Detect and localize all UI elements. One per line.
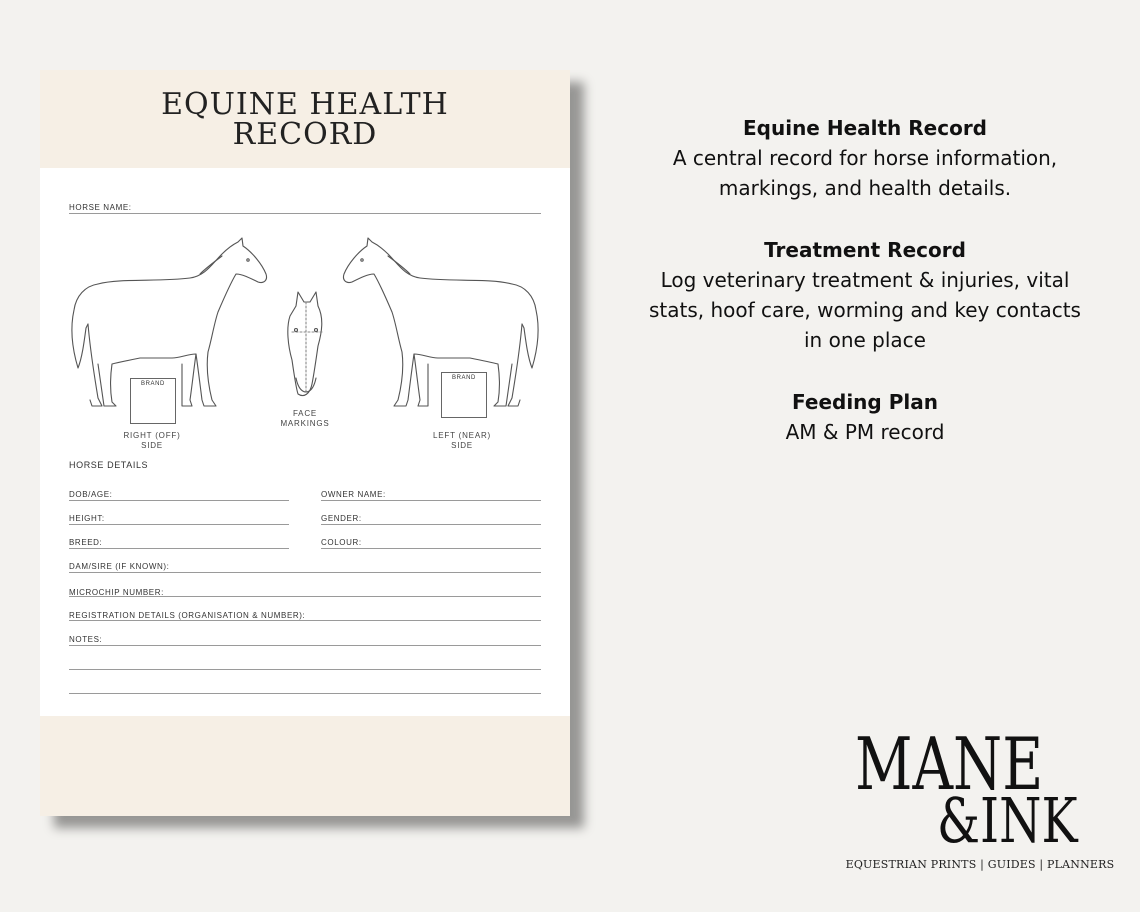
gender-line[interactable]: [321, 524, 541, 525]
horse-name-label: HORSE NAME:: [69, 203, 132, 212]
feature-feeding-plan: [610, 387, 1120, 447]
form-area: [40, 168, 570, 716]
sheet-title: [40, 87, 570, 152]
feature-feeding-title: Feeding Plan: [792, 390, 938, 414]
brand-box-right[interactable]: [130, 378, 176, 424]
logo-line1: MANE: [855, 722, 1044, 806]
horse-name-line[interactable]: [69, 213, 541, 214]
feature-description: [610, 113, 1120, 479]
breed-line[interactable]: [69, 548, 289, 549]
height-line[interactable]: [69, 524, 289, 525]
right-side-caption-line1: RIGHT (OFF): [123, 431, 181, 440]
microchip-label: MICROCHIP NUMBER:: [69, 588, 164, 597]
colour-label: COLOUR:: [321, 538, 362, 547]
feature-feeding-line1: AM & PM record: [785, 420, 945, 444]
notes-line-3[interactable]: [69, 693, 541, 694]
face-caption: [255, 409, 355, 429]
left-side-caption-line1: LEFT (NEAR): [433, 431, 491, 440]
details-heading: HORSE DETAILS: [69, 460, 149, 470]
feature-health-line2: markings, and health details.: [718, 176, 1012, 200]
registration-label: REGISTRATION DETAILS (ORGANISATION & NUMBER):: [69, 611, 306, 620]
left-side-caption: [412, 431, 512, 451]
dob-label: DOB/AGE:: [69, 490, 113, 499]
left-side-caption-line2: SIDE: [451, 441, 473, 450]
feature-treatment-line3: in one place: [804, 328, 926, 352]
logo-tagline: EQUESTRIAN PRINTS | GUIDES | PLANNERS: [845, 858, 1115, 871]
face-markings-icon: [288, 292, 322, 396]
logo-line2: &INK: [937, 784, 1078, 857]
brand-box-left[interactable]: [441, 372, 487, 418]
feature-treatment-title: Treatment Record: [764, 238, 966, 262]
owner-label: OWNER NAME:: [321, 490, 386, 499]
brand-label-left: BRAND: [451, 375, 476, 381]
feature-treatment-line1: Log veterinary treatment & injuries, vital: [660, 268, 1070, 292]
face-caption-line1: FACE: [292, 409, 318, 418]
breed-label: BREED:: [69, 538, 103, 547]
feature-health-title: Equine Health Record: [743, 116, 987, 140]
feature-health-record: [610, 113, 1120, 203]
height-label: HEIGHT:: [69, 514, 105, 523]
brand-label-right: BRAND: [140, 381, 165, 387]
right-side-caption: [102, 431, 202, 451]
owner-line[interactable]: [321, 500, 541, 501]
dam-sire-line[interactable]: [69, 572, 541, 573]
notes-line-1[interactable]: [69, 645, 541, 646]
right-side-caption-line2: SIDE: [141, 441, 163, 450]
brand-logo: [845, 722, 1115, 888]
notes-label: NOTES:: [69, 635, 103, 644]
registration-line[interactable]: [69, 620, 541, 621]
face-caption-line2: MARKINGS: [280, 419, 330, 428]
notes-line-2[interactable]: [69, 669, 541, 670]
feature-health-line1: A central record for horse information,: [672, 146, 1058, 170]
feature-treatment-record: [610, 235, 1120, 355]
feature-treatment-line2: stats, hoof care, worming and key contacts: [649, 298, 1081, 322]
gender-label: GENDER:: [321, 514, 362, 523]
sheet-title-line1: EQUINE HEALTH: [161, 87, 449, 122]
dob-line[interactable]: [69, 500, 289, 501]
microchip-line[interactable]: [69, 596, 541, 597]
record-sheet: [40, 70, 570, 816]
dam-sire-label: DAM/SIRE (IF KNOWN):: [69, 562, 170, 571]
colour-line[interactable]: [321, 548, 541, 549]
sheet-title-line2: RECORD: [232, 117, 378, 152]
